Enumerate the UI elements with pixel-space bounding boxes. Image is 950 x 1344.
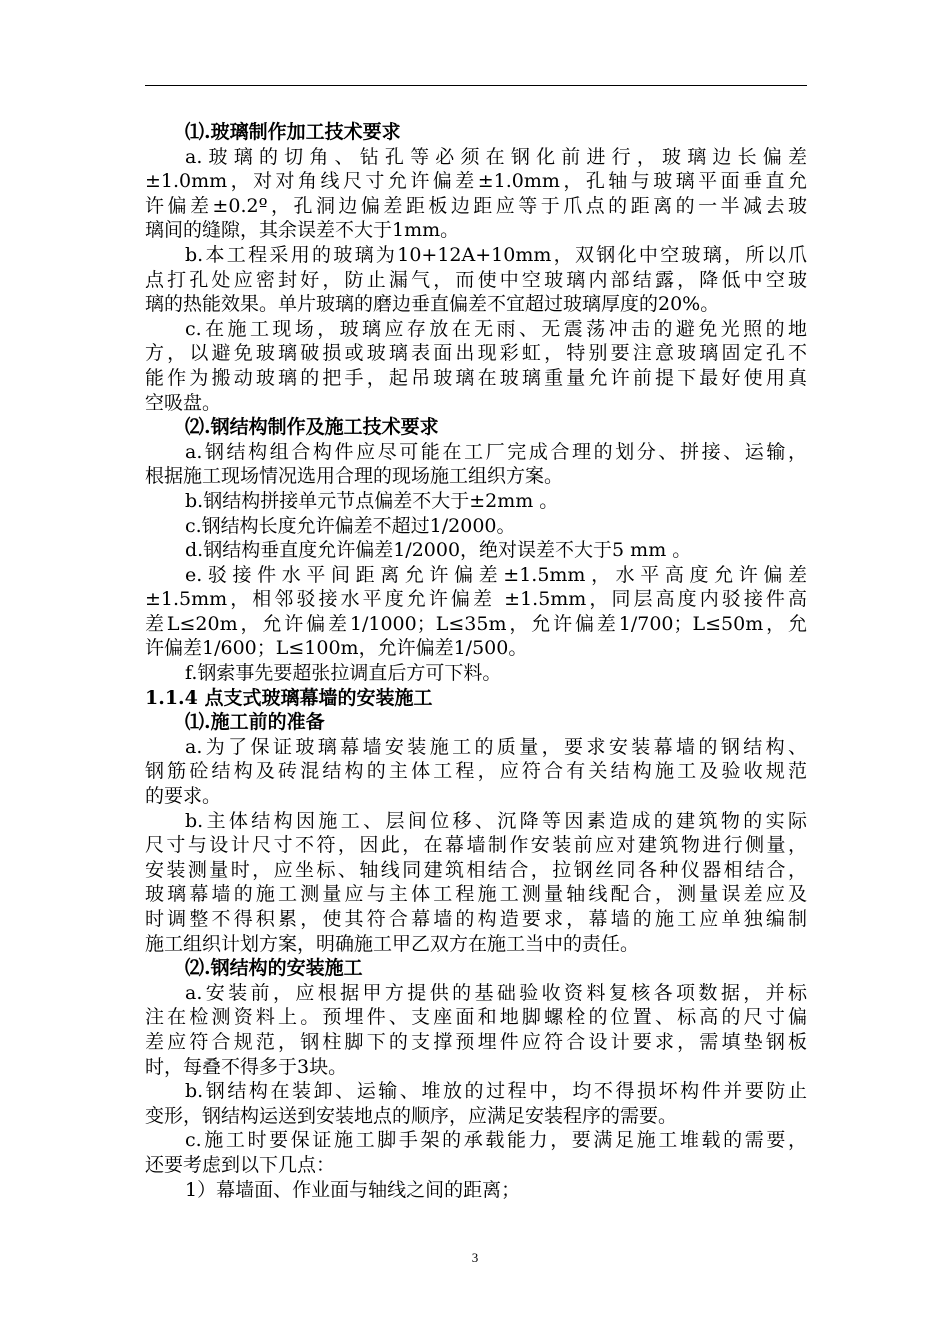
section-heading: 1.1.4 点支式玻璃幕墙的安装施工 — [145, 686, 433, 709]
text-line: f.钢索事先要超张拉调直后方可下料。 — [185, 662, 502, 685]
section-heading: ⑵.钢结构制作及施工技术要求 — [185, 416, 439, 439]
page-number: 3 — [471, 1250, 479, 1265]
text-line: c.钢结构长度允许偏差不超过1/2000。 — [185, 514, 516, 537]
text-line: 时，每叠不得多于3块。 — [145, 1055, 348, 1078]
text-line: 钢筋砼结构及砖混结构的主体工程，应符合有关结构施工及验收规范 — [145, 760, 807, 783]
text-line: 璃的热能效果。单片玻璃的磨边垂直偏差不宜超过玻璃厚度的20%。 — [145, 293, 720, 316]
text-line: 差应符合规范，钢柱脚下的支撑预埋件应符合设计要求，需填垫钢板 — [145, 1030, 807, 1053]
text-line: ±1.5mm，相邻驳接水平度允许偏差 ±1.5mm，同层高度内驳接件高 — [145, 588, 807, 611]
text-line: 施工组织计划方案，明确施工甲乙双方在施工当中的责任。 — [145, 932, 640, 955]
section-heading: ⑵.钢结构的安装施工 — [185, 957, 363, 980]
text-line: 许偏差1/600；L≤100m，允许偏差1/500。 — [145, 637, 528, 660]
text-line: 1）幕墙面、作业面与轴线之间的距离； — [185, 1178, 521, 1201]
text-line: a.玻璃的切角、钻孔等必须在钢化前进行，玻璃边长偏差 — [185, 145, 807, 168]
text-line: 根据施工现场情况选用合理的现场施工组织方案。 — [145, 465, 564, 488]
text-line: a.钢结构组合构件应尽可能在工厂完成合理的划分、拼接、运输， — [185, 440, 807, 463]
text-line: 变形，钢结构运送到安装地点的顺序，应满足安装程序的需要。 — [145, 1104, 678, 1127]
text-line: 璃间的缝隙，其余误差不大于1mm。 — [145, 219, 460, 242]
text-line: c.在施工现场，玻璃应存放在无雨、无震荡冲击的避免光照的地 — [185, 317, 807, 340]
text-line: a.安装前，应根据甲方提供的基础验收资料复核各项数据，并标 — [185, 981, 807, 1004]
text-line: 差L≤20m，允许偏差1/1000；L≤35m，允许偏差1/700；L≤50m，允 — [145, 612, 807, 635]
text-line: c.施工时要保证施工脚手架的承载能力，要满足施工堆载的需要， — [185, 1129, 807, 1152]
text-line: 点打孔处应密封好，防止漏气，而使中空玻璃内部结露，降低中空玻 — [145, 268, 807, 291]
text-line: 方，以避免玻璃破损或玻璃表面出现彩虹，特别要注意玻璃固定孔不 — [145, 342, 807, 365]
text-line: b.钢结构在装卸、运输、堆放的过程中，均不得损坏构件并要防止 — [185, 1080, 807, 1103]
document-body — [145, 120, 807, 1202]
text-line: 尺寸与设计尺寸不符，因此，在幕墙制作安装前应对建筑物进行侧量， — [145, 834, 807, 857]
text-line: 许偏差±0.2º，孔洞边偏差距板边距应等于爪点的距离的一半减去玻 — [145, 194, 807, 217]
text-line: 玻璃幕墙的施工测量应与主体工程施工测量轴线配合，测量误差应及 — [145, 883, 807, 906]
text-line: e.驳接件水平间距离允许偏差±1.5mm，水平高度允许偏差 — [185, 563, 807, 586]
text-line: d.钢结构垂直度允许偏差1/2000，绝对误差不大于5 mm 。 — [185, 539, 692, 562]
text-line: a.为了保证玻璃幕墙安装施工的质量，要求安装幕墙的钢结构、 — [185, 735, 807, 758]
section-heading: ⑴.玻璃制作加工技术要求 — [185, 121, 401, 143]
text-line: 还要考虑到以下几点： — [145, 1153, 336, 1176]
text-line: ±1.0mm，对对角线尺寸允许偏差±1.0mm，孔轴与玻璃平面垂直允 — [145, 170, 807, 193]
text-line: 能作为搬动玻璃的把手，起吊玻璃在玻璃重量允许前提下最好使用真 — [145, 366, 807, 389]
text-line: 注在检测资料上。预埋件、支座面和地脚螺栓的位置、标高的尺寸偏 — [145, 1006, 807, 1029]
text-line: b.主体结构因施工、层间位移、沉降等因素造成的建筑物的实际 — [185, 809, 807, 832]
text-line: 的要求。 — [145, 785, 222, 808]
section-heading: ⑴.施工前的准备 — [185, 711, 325, 734]
text-line: 空吸盘。 — [145, 391, 222, 414]
text-line: b.本工程采用的玻璃为10+12A+10mm，双钢化中空玻璃，所以爪 — [185, 243, 807, 266]
text-line: 时调整不得积累，使其符合幕墙的构造要求，幕墙的施工应单独编制 — [145, 908, 807, 930]
header-rule — [145, 85, 807, 86]
text-line: b.钢结构拼接单元节点偏差不大于±2mm 。 — [185, 489, 559, 512]
text-line: 安装测量时，应坐标、轴线同建筑相结合，拉钢丝同各种仪器相结合， — [145, 858, 807, 881]
